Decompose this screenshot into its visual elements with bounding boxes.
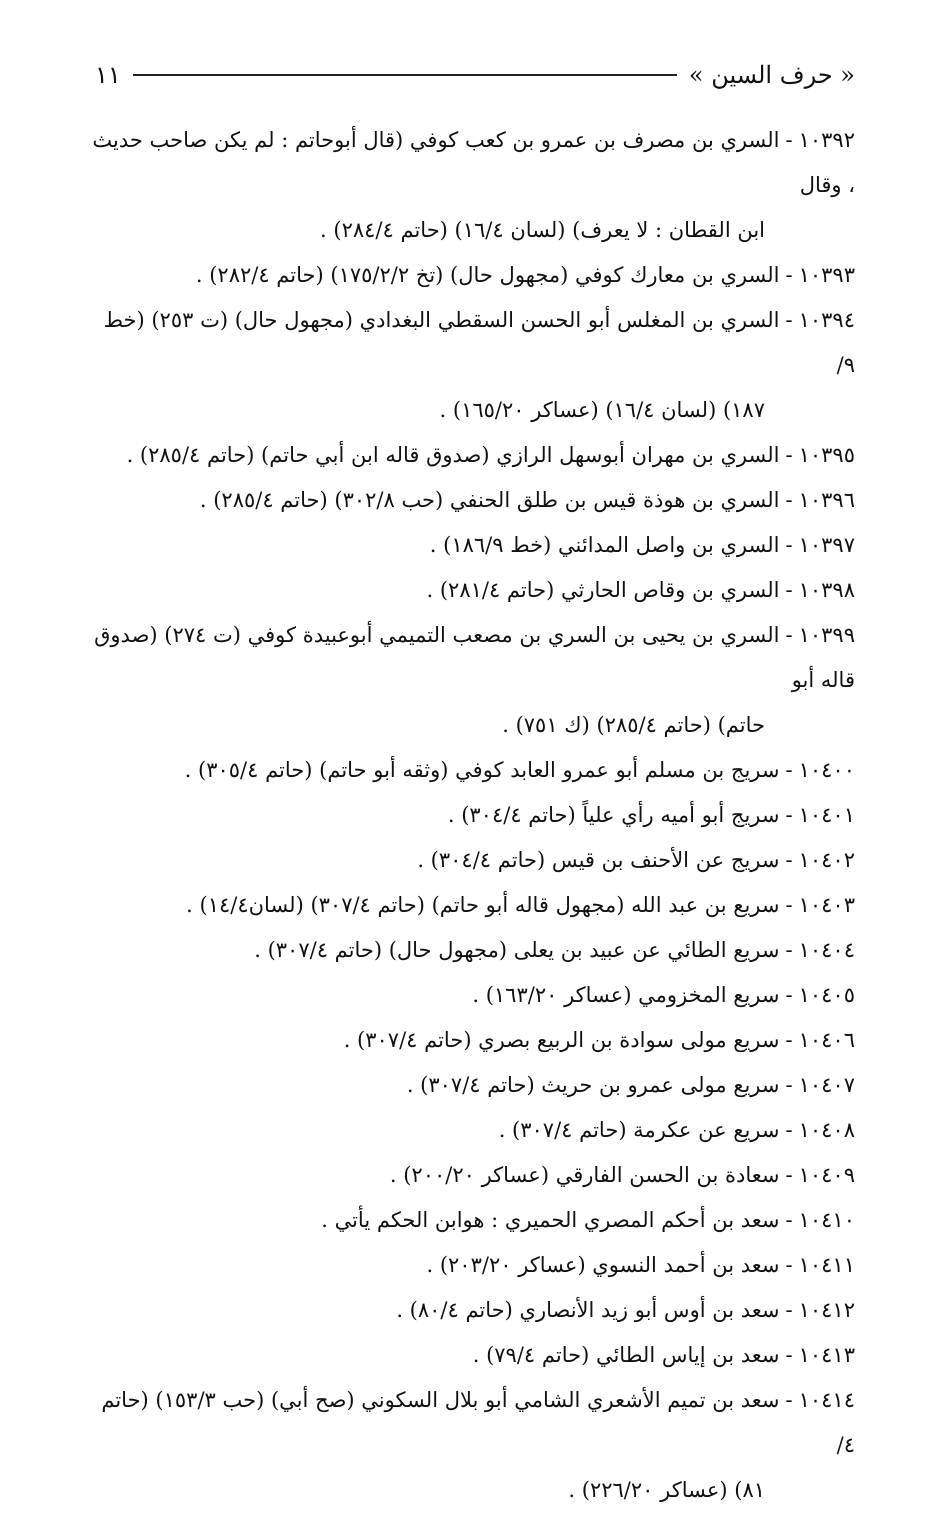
dash: -	[785, 758, 793, 782]
list-item	[80, 928, 855, 973]
dash: -	[785, 308, 793, 332]
list-item	[80, 433, 855, 478]
dash: -	[785, 263, 793, 287]
entry-text: سريج أبو أميه رأي علياً (حاتم ٣٠٤/٤) .	[447, 803, 780, 827]
entry-text: سريع بن عبد الله (مجهول قاله أبو حاتم) (حاتم ٣٠٧/٤) (لسان١٤/٤) .	[186, 893, 780, 917]
dash: -	[785, 1343, 793, 1367]
entry-number: ١٠٣٩٩	[798, 623, 855, 647]
dash: -	[785, 848, 793, 872]
entry-number: ١٠٣٩٥	[798, 443, 855, 467]
entry-text: سعد بن إياس الطائي (حاتم ٧٩/٤) .	[472, 1343, 780, 1367]
entry-number: ١٠٤٠٢	[798, 848, 855, 872]
entry-text: السري بن معارك كوفي (مجهول حال) (تخ ١٧٥/٢/٢) (حاتم ٢٨٢/٤) .	[195, 263, 780, 287]
entry-text: السري بن يحيى بن السري بن مصعب التميمي أبوعبيدة كوفي (ت ٢٧٤) (صدوق قاله أبو	[94, 623, 855, 692]
entry-number: ١٠٤٠١	[798, 803, 855, 827]
dash: -	[785, 443, 793, 467]
entry-text: سعد بن أوس أبو زيد الأنصاري (حاتم ٨٠/٤) .	[396, 1298, 780, 1322]
list-item	[80, 613, 855, 748]
dash: -	[785, 1073, 793, 1097]
entry-number: ١٠٣٩٤	[798, 308, 855, 332]
dash: -	[785, 1298, 793, 1322]
list-item	[80, 973, 855, 1018]
list-item	[80, 478, 855, 523]
dash: -	[785, 1208, 793, 1232]
entry-text: السري بن واصل المدائني (خط ١٨٦/٩) .	[429, 533, 780, 557]
list-item	[80, 298, 855, 433]
list-item	[80, 1288, 855, 1333]
entry-text: السري بن وقاص الحارثي (حاتم ٢٨١/٤) .	[426, 578, 780, 602]
entry-number: ١٠٤٠٦	[798, 1028, 855, 1052]
entry-number: ١٠٣٩٦	[798, 488, 855, 512]
entry-text: السري بن المغلس أبو الحسن السقطي البغدادي (مجهول حال) (ت ٢٥٣) (خط ٩/	[103, 308, 855, 377]
entry-text: سعد بن أحكم المصري الحميري : هوابن الحكم يأتي .	[321, 1208, 780, 1232]
entry-text: سريع مولى عمرو بن حريث (حاتم ٣٠٧/٤) .	[406, 1073, 780, 1097]
entry-number: ١٠٤٠٠	[798, 758, 855, 782]
entry-continuation: حاتم) (حاتم ٢٨٥/٤) (ك ٧٥١) .	[502, 713, 765, 737]
entry-number: ١٠٤٠٧	[798, 1073, 855, 1097]
list-item	[80, 253, 855, 298]
entry-text: السري بن مصرف بن عمرو بن كعب كوفي (قال أبوحاتم : لم يكن صاحب حديث ، وقال	[92, 128, 855, 197]
header-divider	[133, 74, 677, 76]
entry-text: سعد بن أحمد النسوي (عساكر ٢٠٣/٢٠) .	[426, 1253, 780, 1277]
entry-list	[80, 118, 855, 1513]
list-item	[80, 1243, 855, 1288]
list-item	[80, 793, 855, 838]
dash: -	[785, 623, 793, 647]
dash: -	[785, 983, 793, 1007]
list-item	[80, 1333, 855, 1378]
dash: -	[785, 1118, 793, 1142]
dash: -	[785, 128, 793, 152]
list-item	[80, 883, 855, 928]
entry-continuation: ٨١) (عساكر ٢٢٦/٢٠) .	[568, 1478, 765, 1502]
list-item	[80, 118, 855, 253]
list-item	[80, 1018, 855, 1063]
list-item	[80, 1198, 855, 1243]
entry-text: سريع المخزومي (عساكر ١٦٣/٢٠) .	[472, 983, 780, 1007]
entry-text: سريع الطائي عن عبيد بن يعلى (مجهول حال) (حاتم ٣٠٧/٤) .	[254, 938, 780, 962]
entry-text: سريع مولى سوادة بن الربيع بصري (حاتم ٣٠٧/٤) .	[343, 1028, 780, 1052]
entry-number: ١٠٤١٤	[798, 1388, 855, 1412]
dash: -	[785, 938, 793, 962]
dash: -	[785, 488, 793, 512]
entry-number: ١٠٣٩٣	[798, 263, 855, 287]
entry-number: ١٠٣٩٧	[798, 533, 855, 557]
entry-number: ١٠٤١٣	[798, 1343, 855, 1367]
list-item	[80, 1063, 855, 1108]
list-item	[80, 1153, 855, 1198]
list-item	[80, 748, 855, 793]
entry-number: ١٠٤٠٤	[798, 938, 855, 962]
dash: -	[785, 1163, 793, 1187]
entry-number: ١٠٣٩٨	[798, 578, 855, 602]
page-header	[95, 58, 855, 92]
dash: -	[785, 578, 793, 602]
entry-number: ١٠٤١١	[798, 1253, 855, 1277]
entry-text: السري بن مهران أبوسهل الرازي (صدوق قاله ابن أبي حاتم) (حاتم ٢٨٥/٤) .	[126, 443, 780, 467]
entry-number: ١٠٤١٢	[798, 1298, 855, 1322]
chapter-title: « حرف السين »	[688, 61, 855, 89]
list-item	[80, 838, 855, 883]
entry-number: ١٠٤١٠	[798, 1208, 855, 1232]
dash: -	[785, 893, 793, 917]
entry-text: سريع عن عكرمة (حاتم ٣٠٧/٤) .	[498, 1118, 780, 1142]
dash: -	[785, 1253, 793, 1277]
entry-number: ١٠٤٠٩	[798, 1163, 855, 1187]
entry-text: سريج بن مسلم أبو عمرو العابد كوفي (وثقه أبو حاتم) (حاتم ٣٠٥/٤) .	[184, 758, 780, 782]
list-item	[80, 1108, 855, 1153]
list-item	[80, 523, 855, 568]
entry-number: ١٠٤٠٣	[798, 893, 855, 917]
entry-number: ١٠٤٠٨	[798, 1118, 855, 1142]
dash: -	[785, 803, 793, 827]
entry-text: سعادة بن الحسن الفارقي (عساكر ٢٠٠/٢٠) .	[389, 1163, 780, 1187]
page-number: ١١	[95, 61, 121, 89]
entry-number: ١٠٣٩٢	[798, 128, 855, 152]
entry-text: سريج عن الأحنف بن قيس (حاتم ٣٠٤/٤) .	[417, 848, 780, 872]
dash: -	[785, 533, 793, 557]
entry-number: ١٠٤٠٥	[798, 983, 855, 1007]
entry-text: السري بن هوذة قيس بن طلق الحنفي (حب ٣٠٢/٨) (حاتم ٢٨٥/٤) .	[199, 488, 780, 512]
entry-text: سعد بن تميم الأشعري الشامي أبو بلال السكوني (صح أبي) (حب ١٥٣/٣) (حاتم ٤/	[101, 1388, 855, 1457]
dash: -	[785, 1388, 793, 1412]
list-item	[80, 1378, 855, 1513]
entry-continuation: ١٨٧) (لسان ١٦/٤) (عساكر ١٦٥/٢٠) .	[439, 398, 765, 422]
list-item	[80, 568, 855, 613]
entry-continuation: ابن القطان : لا يعرف) (لسان ١٦/٤) (حاتم ٢٨٤/٤) .	[320, 218, 765, 242]
dash: -	[785, 1028, 793, 1052]
